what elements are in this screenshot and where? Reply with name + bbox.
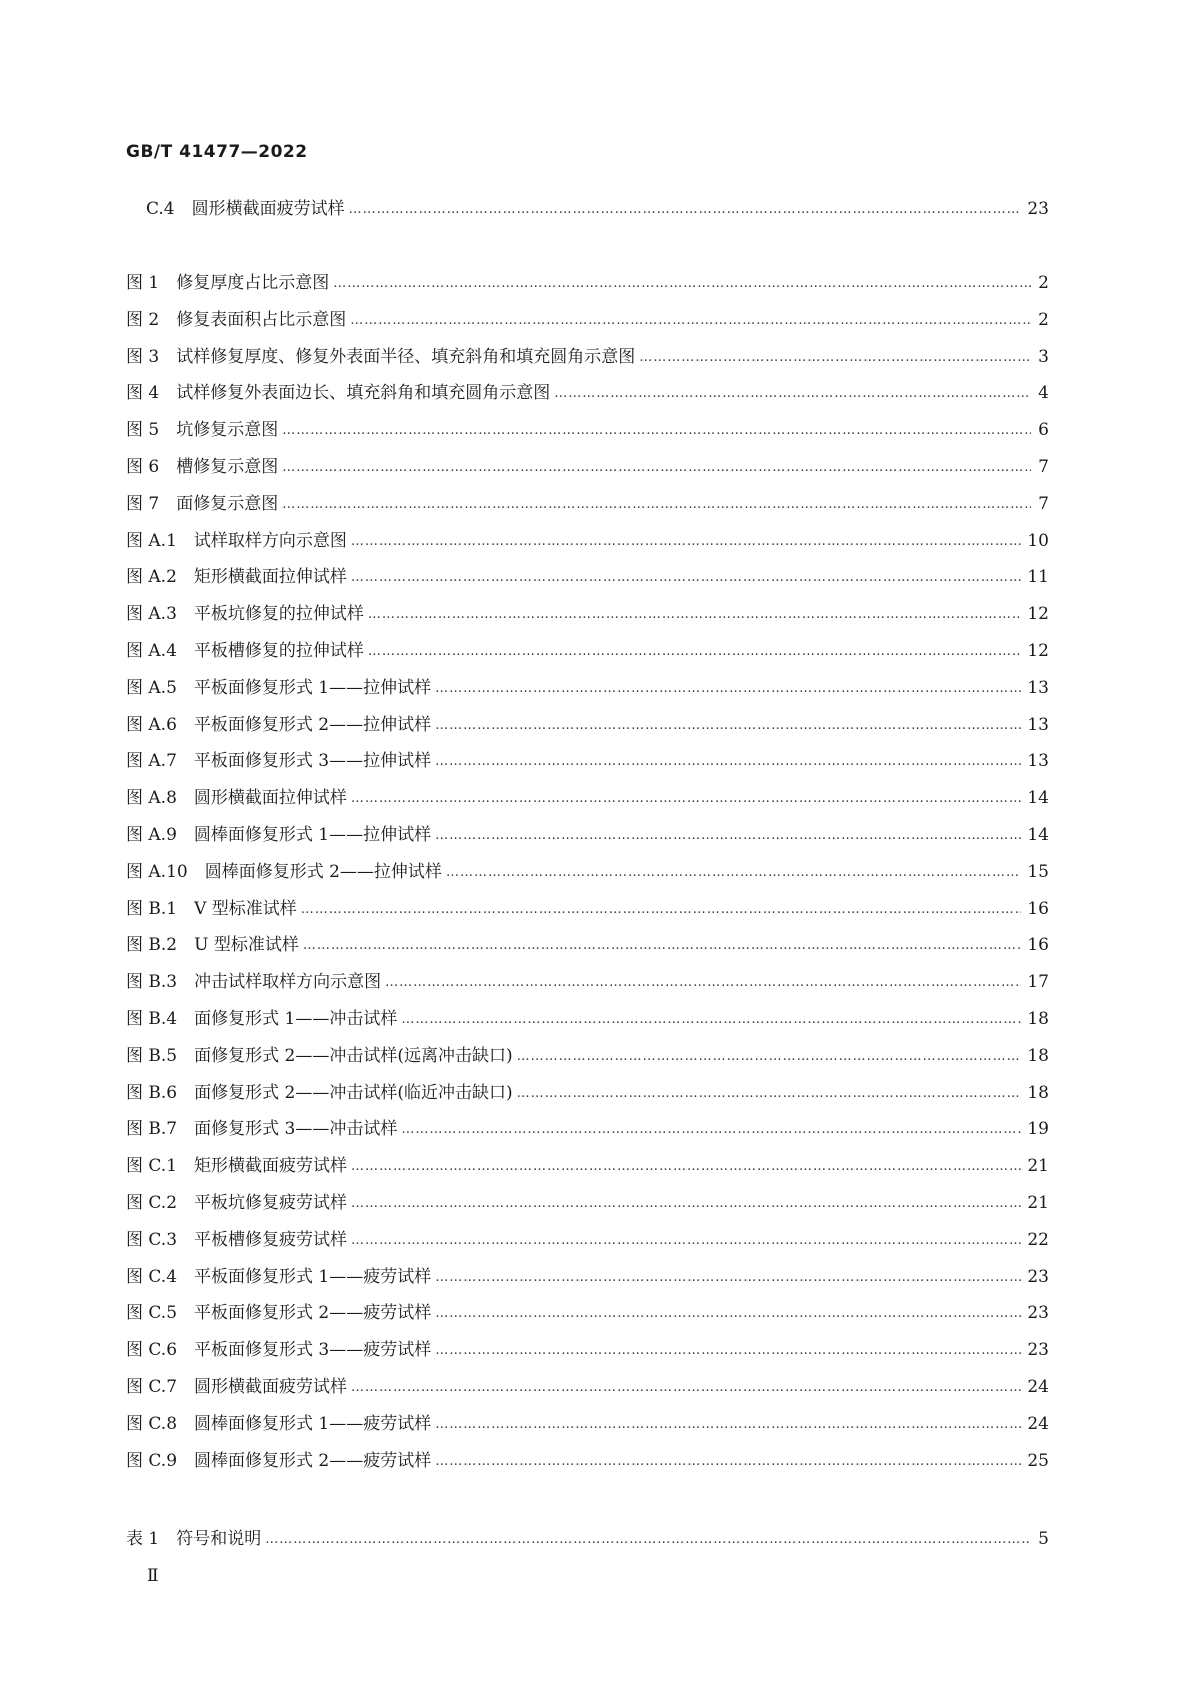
toc-entry-label: 图 2 修复表面积占比示意图 <box>126 310 347 330</box>
dot-leader <box>282 492 1031 518</box>
toc-entry-label: 图 A.5 平板面修复形式 1——拉伸试样 <box>126 678 432 698</box>
toc-entry-page: 16 <box>1027 899 1049 919</box>
standard-code: GB/T 41477—2022 <box>126 142 308 162</box>
toc-entry[interactable] <box>126 528 1049 554</box>
toc-entry[interactable] <box>126 822 1049 848</box>
toc-entry-page: 22 <box>1027 1230 1049 1250</box>
toc-entry-page: 13 <box>1027 751 1049 771</box>
toc-entry[interactable] <box>126 859 1049 885</box>
dot-leader <box>351 786 1021 812</box>
dot-leader <box>435 1412 1021 1438</box>
dot-leader <box>554 381 1031 407</box>
toc-entry-label: 图 C.3 平板槽修复疲劳试样 <box>126 1230 348 1250</box>
toc-entry-page: 2 <box>1038 273 1049 293</box>
dot-leader <box>517 1044 1022 1070</box>
toc-entry[interactable] <box>126 1080 1049 1106</box>
dot-leader <box>351 1191 1021 1217</box>
dot-leader <box>435 823 1021 849</box>
toc-entry-page: 18 <box>1027 1046 1049 1066</box>
dot-leader <box>435 676 1021 702</box>
toc-entry-page: 7 <box>1038 494 1049 514</box>
toc-entry-page: 3 <box>1038 347 1049 367</box>
toc-entry[interactable] <box>126 1337 1049 1363</box>
toc-entry[interactable] <box>126 1227 1049 1253</box>
toc-entry-page: 7 <box>1038 457 1049 477</box>
toc-entry-label: 图 B.3 冲击试样取样方向示意图 <box>126 972 382 992</box>
toc-entry-label: 图 B.4 面修复形式 1——冲击试样 <box>126 1009 398 1029</box>
dot-leader <box>350 308 1031 334</box>
toc-entry-page: 12 <box>1027 641 1049 661</box>
toc-entry-label: C.4 圆形横截面疲劳试样 <box>146 199 345 219</box>
toc-entry-label: 图 B.6 面修复形式 2——冲击试样(临近冲击缺口) <box>126 1083 513 1103</box>
toc-entry-page: 13 <box>1027 715 1049 735</box>
dot-leader <box>435 1265 1021 1291</box>
toc-entry[interactable] <box>126 1448 1049 1474</box>
toc-entry-label: 图 C.4 平板面修复形式 1——疲劳试样 <box>126 1267 432 1287</box>
toc-entry-label: 图 4 试样修复外表面边长、填充斜角和填充圆角示意图 <box>126 383 551 403</box>
toc-entry-page: 23 <box>1027 1267 1049 1287</box>
toc-entry-page: 18 <box>1027 1009 1049 1029</box>
page-number: Ⅱ <box>147 1566 158 1586</box>
toc-entry-label: 图 C.5 平板面修复形式 2——疲劳试样 <box>126 1303 432 1323</box>
toc-entry[interactable] <box>126 1300 1049 1326</box>
toc-entry[interactable] <box>126 896 1049 922</box>
dot-leader <box>333 271 1031 297</box>
dot-leader <box>351 565 1021 591</box>
toc-entry-page: 11 <box>1027 567 1049 587</box>
toc-entry[interactable] <box>126 380 1049 406</box>
dot-leader <box>435 1449 1021 1475</box>
toc-entry-page: 10 <box>1027 531 1049 551</box>
toc-entry[interactable] <box>126 601 1049 627</box>
dot-leader <box>351 1228 1021 1254</box>
toc-entry-label: 图 C.9 圆棒面修复形式 2——疲劳试样 <box>126 1451 432 1471</box>
dot-leader <box>435 1338 1021 1364</box>
toc-entry-label: 表 1 符号和说明 <box>126 1529 262 1549</box>
toc-entry-label: 图 B.1 V 型标准试样 <box>126 899 297 919</box>
dot-leader <box>351 1375 1021 1401</box>
toc-entry-page: 5 <box>1038 1529 1049 1549</box>
dot-leader <box>368 602 1021 628</box>
toc-entry[interactable] <box>126 712 1049 738</box>
toc-entry-page: 23 <box>1027 199 1049 219</box>
toc-entry-label: 图 A.10 圆棒面修复形式 2——拉伸试样 <box>126 862 442 882</box>
toc-entry-page: 2 <box>1038 310 1049 330</box>
toc-entry-page: 25 <box>1027 1451 1049 1471</box>
toc-entry[interactable] <box>126 1526 1049 1552</box>
toc-entry[interactable] <box>126 270 1049 296</box>
toc-entry-label: 图 C.1 矩形横截面疲劳试样 <box>126 1156 348 1176</box>
dot-leader <box>385 970 1021 996</box>
toc-entry-page: 24 <box>1027 1414 1049 1434</box>
dot-leader <box>401 1117 1021 1143</box>
toc-entry-page: 21 <box>1027 1156 1049 1176</box>
toc-entry-page: 14 <box>1027 788 1049 808</box>
dot-leader <box>303 933 1022 959</box>
toc-entry[interactable] <box>126 344 1049 370</box>
toc-entry-label: 图 C.2 平板坑修复疲劳试样 <box>126 1193 348 1213</box>
toc-entry[interactable] <box>126 1190 1049 1216</box>
toc-entry-label: 图 A.8 圆形横截面拉伸试样 <box>126 788 347 808</box>
dot-leader <box>368 639 1021 665</box>
toc-entry-page: 23 <box>1027 1340 1049 1360</box>
dot-leader <box>435 1301 1021 1327</box>
dot-leader <box>639 345 1031 371</box>
toc-entry-page: 23 <box>1027 1303 1049 1323</box>
toc-entry-label: 图 C.8 圆棒面修复形式 1——疲劳试样 <box>126 1414 432 1434</box>
toc-entry-label: 图 7 面修复示意图 <box>126 494 279 514</box>
toc-entry[interactable] <box>126 1153 1049 1179</box>
toc-entry-label: 图 A.9 圆棒面修复形式 1——拉伸试样 <box>126 825 432 845</box>
toc-entry-label: 图 A.6 平板面修复形式 2——拉伸试样 <box>126 715 432 735</box>
toc-entry[interactable] <box>126 564 1049 590</box>
toc-entry[interactable] <box>126 1374 1049 1400</box>
toc-entry-label: 图 5 坑修复示意图 <box>126 420 279 440</box>
dot-leader <box>446 860 1021 886</box>
toc-entry-page: 14 <box>1027 825 1049 845</box>
toc-entry-label: 图 6 槽修复示意图 <box>126 457 279 477</box>
toc-entry[interactable] <box>126 748 1049 774</box>
toc-entry-label: 图 1 修复厚度占比示意图 <box>126 273 330 293</box>
toc-entry-page: 16 <box>1027 935 1049 955</box>
toc-entry-page: 24 <box>1027 1377 1049 1397</box>
toc-entry-label: 图 B.5 面修复形式 2——冲击试样(远离冲击缺口) <box>126 1046 513 1066</box>
toc-entry[interactable] <box>126 1411 1049 1437</box>
toc-entry[interactable] <box>126 1043 1049 1069</box>
toc-entry[interactable] <box>126 307 1049 333</box>
toc-entry-page: 21 <box>1027 1193 1049 1213</box>
toc-entry[interactable] <box>126 1006 1049 1032</box>
dot-leader <box>517 1081 1022 1107</box>
toc-entry-page: 19 <box>1027 1119 1049 1139</box>
toc-entry-label: 图 C.6 平板面修复形式 3——疲劳试样 <box>126 1340 432 1360</box>
dot-leader <box>349 197 1022 223</box>
toc-entry-label: 图 A.1 试样取样方向示意图 <box>126 531 347 551</box>
dot-leader <box>351 1154 1021 1180</box>
toc-entry[interactable] <box>126 932 1049 958</box>
toc-entry-label: 图 3 试样修复厚度、修复外表面半径、填充斜角和填充圆角示意图 <box>126 347 636 367</box>
toc-entry-page: 12 <box>1027 604 1049 624</box>
toc-entry-label: 图 B.2 U 型标准试样 <box>126 935 299 955</box>
toc-entry[interactable] <box>126 454 1049 480</box>
toc-entry-page: 4 <box>1038 383 1049 403</box>
toc-entry-page: 18 <box>1027 1083 1049 1103</box>
dot-leader <box>265 1527 1031 1553</box>
dot-leader <box>301 897 1022 923</box>
dot-leader <box>282 418 1031 444</box>
dot-leader <box>401 1007 1021 1033</box>
dot-leader <box>351 529 1021 555</box>
toc-entry[interactable] <box>126 675 1049 701</box>
toc-entry-label: 图 A.2 矩形横截面拉伸试样 <box>126 567 347 587</box>
toc-entry[interactable] <box>126 638 1049 664</box>
toc-entry[interactable] <box>126 969 1049 995</box>
toc-entry-label: 图 A.3 平板坑修复的拉伸试样 <box>126 604 364 624</box>
toc-entry[interactable] <box>126 417 1049 443</box>
toc-entry-label: 图 A.7 平板面修复形式 3——拉伸试样 <box>126 751 432 771</box>
toc-entry-page: 15 <box>1027 862 1049 882</box>
toc-entry-label: 图 B.7 面修复形式 3——冲击试样 <box>126 1119 398 1139</box>
toc-entry-page: 13 <box>1027 678 1049 698</box>
toc-entry[interactable] <box>126 1264 1049 1290</box>
toc-entry-label: 图 C.7 圆形横截面疲劳试样 <box>126 1377 348 1397</box>
toc-entry[interactable] <box>146 196 1049 222</box>
dot-leader <box>435 749 1021 775</box>
toc-entry[interactable] <box>126 785 1049 811</box>
dot-leader <box>282 455 1031 481</box>
dot-leader <box>435 713 1021 739</box>
toc-entry-page: 6 <box>1038 420 1049 440</box>
toc-entry-label: 图 A.4 平板槽修复的拉伸试样 <box>126 641 364 661</box>
toc-entry-page: 17 <box>1027 972 1049 992</box>
toc-entry[interactable] <box>126 1116 1049 1142</box>
toc-entry[interactable] <box>126 491 1049 517</box>
